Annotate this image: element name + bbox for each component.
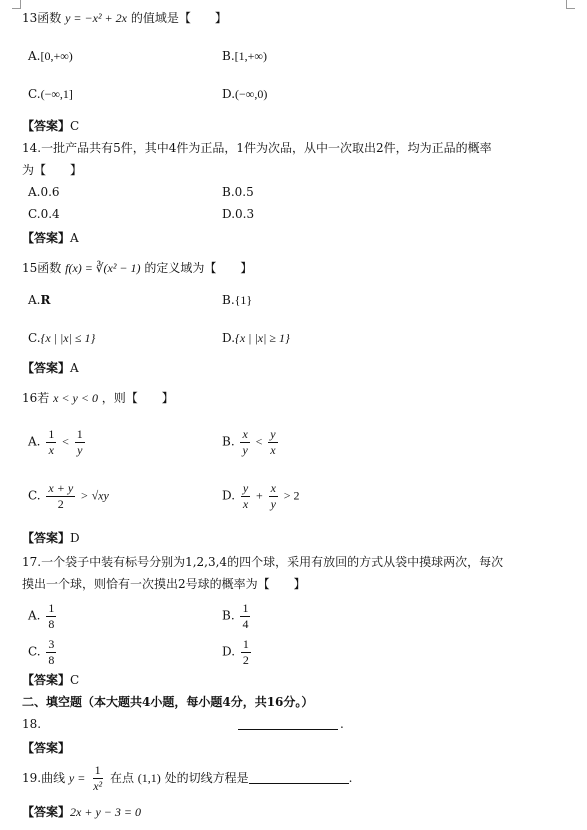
fraction: $\frac{1}{y}$ xyxy=(76,427,83,457)
q16-option-b: B. $\frac{x}{y}$ < $\frac{y}{x}$ xyxy=(222,427,276,457)
q13-answer: 【答案】C xyxy=(22,119,80,133)
q14-stem-line1: 14.一批产品共有5件，其中4件为正品，1件为次品，从中一次取出2件，均为正品的概率 xyxy=(22,141,492,155)
q17-option-c: C. $\frac{3}{8}$ xyxy=(28,637,55,667)
q14-answer: 【答案】A xyxy=(22,231,79,245)
fraction: $\frac{1}{4}$ xyxy=(242,601,249,631)
section-heading: 二、填空题（本大题共4小题，每小题4分，共16分。） xyxy=(22,695,314,709)
fraction: $\frac{y}{x}$ xyxy=(242,481,249,511)
q17-stem-line1: 17.一个袋子中装有标号分别为1,2,3,4的四个球，采用有放回的方式从袋中摸球两次，每次 xyxy=(22,555,504,569)
q15-option-d: D.{x | |x| ≥ 1} xyxy=(222,331,290,345)
q14-option-b: B.0.5 xyxy=(222,185,254,199)
q15-option-c: C.{x | |x| ≤ 1} xyxy=(28,331,96,345)
q17-answer: 【答案】C xyxy=(22,673,80,687)
q18-answer-blank[interactable] xyxy=(238,729,338,730)
fraction: $\frac{1}{\text{x²}}$ xyxy=(93,763,103,793)
q18-answer: 【答案】 xyxy=(22,741,71,755)
page-corner-mark-right xyxy=(566,0,575,9)
q13-option-c: C.(−∞,1] xyxy=(28,87,73,101)
fraction: $\frac{x}{y}$ xyxy=(242,427,248,457)
q15-answer: 【答案】A xyxy=(22,361,79,375)
q13-stem xyxy=(22,12,227,24)
fraction: $\frac{y}{x}$ xyxy=(270,427,276,457)
fraction: $\frac{1}{2}$ xyxy=(242,637,249,667)
q16-option-d: D. $\frac{y}{x}$ + $\frac{x}{y}$ > 2 xyxy=(222,481,300,511)
q14-stem-line2: 为【 】 xyxy=(22,163,83,177)
q17-option-b: B. $\frac{1}{4}$ xyxy=(222,601,249,631)
q15-option-b: B.{1} xyxy=(222,293,253,307)
q13-option-d: D.(−∞,0) xyxy=(222,87,268,101)
q13-function: y = −x² + 2x xyxy=(65,11,127,25)
q13-option-b: B.[1,+∞) xyxy=(222,49,267,63)
fraction: $\frac{x + y}{2}$ xyxy=(48,481,74,511)
q16-option-c: C. $\frac{x + y}{2}$ > √xy xyxy=(28,481,109,511)
q19-answer: 【答案】2x + y − 3 = 0 xyxy=(22,805,141,819)
q14-option-c: C.0.4 xyxy=(28,207,60,221)
q16-stem: 16若 x < y < 0 ，则【 】 xyxy=(22,391,174,405)
fraction: $\frac{x}{y}$ xyxy=(270,481,276,511)
q15-stem: 15函数 f(x) = ∛(x² − 1) 的定义域为【 】 xyxy=(22,261,253,275)
fraction: $\frac{3}{8}$ xyxy=(48,637,55,667)
q13-option-a: A.[0,+∞) xyxy=(28,49,73,63)
q14-option-a: A.0.6 xyxy=(28,185,60,199)
q14-option-d: D.0.3 xyxy=(222,207,255,221)
q19-answer-blank[interactable] xyxy=(249,783,349,784)
q13-prefix: 13函数 xyxy=(22,11,62,25)
q16-option-a: A. $\frac{1}{x}$ < $\frac{1}{y}$ xyxy=(28,427,83,457)
page-corner-mark-left xyxy=(12,0,21,9)
q13-suffix: 的值域是【 】 xyxy=(130,11,227,25)
q16-answer: 【答案】D xyxy=(22,531,80,545)
fraction: $\frac{1}{8}$ xyxy=(48,601,55,631)
q17-stem-line2: 摸出一个球，则恰有一次摸出2号球的概率为【 】 xyxy=(22,577,306,591)
q15-option-a: A.R xyxy=(28,293,51,307)
q16-condition: x < y < 0 xyxy=(53,391,98,405)
q18-stem: 18. . xyxy=(22,717,344,731)
fraction: $\frac{1}{x}$ xyxy=(48,427,55,457)
q17-option-a: A. $\frac{1}{8}$ xyxy=(28,601,55,631)
q15-function: f(x) = ∛(x² − 1) xyxy=(65,261,141,275)
q17-option-d: D. $\frac{1}{2}$ xyxy=(222,637,249,667)
q19-stem: 19.曲线 y = $\frac{1}{\text{x²}}$ 在点 (1,1) 处的切线方程是 . xyxy=(22,763,353,793)
